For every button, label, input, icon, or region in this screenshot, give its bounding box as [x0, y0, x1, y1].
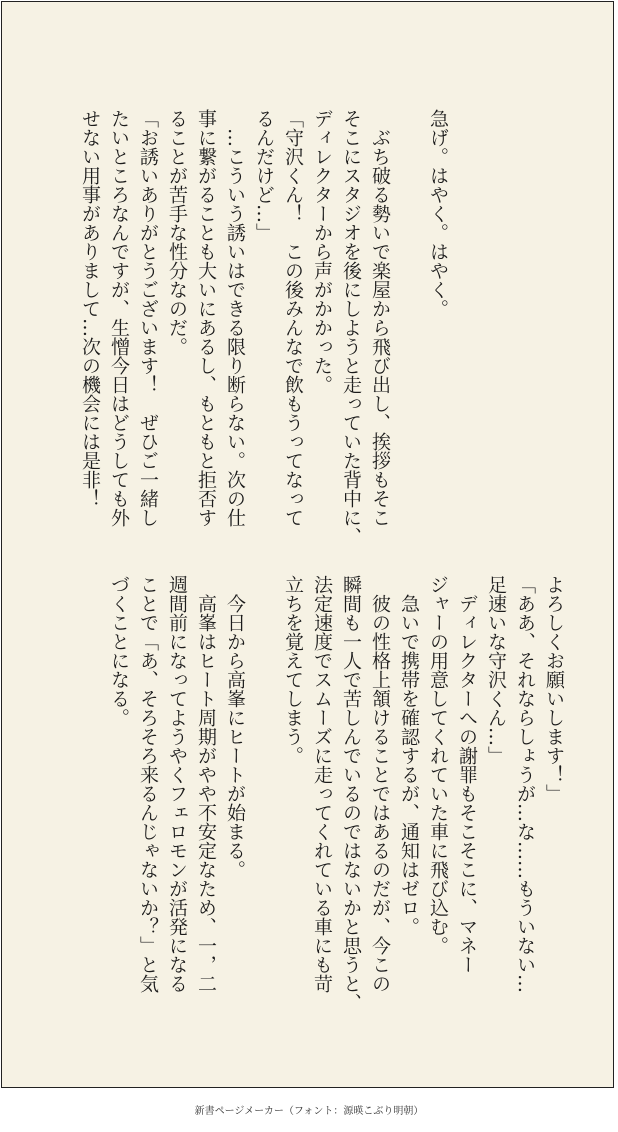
- text-line: ジャーの用意してくれていた車に飛び込む。: [427, 575, 449, 955]
- text-line: 「守沢くん！ この後みんなで飲もうってなって: [282, 109, 304, 527]
- text-line: 彼の性格上頷けることではあるのだが、今この: [369, 575, 391, 993]
- text-line: ぶち破る勢いで楽屋から飛び出し、挨拶もそこ: [369, 109, 391, 527]
- blank-line: [394, 109, 423, 529]
- footer-credit: 新書ページメーカー（フォント：源暎こぶり明朝）: [194, 1106, 424, 1117]
- text-line: たいところなんですが、生憎今日はどうしても外: [108, 109, 130, 527]
- bottom-text-block: [104, 575, 568, 1012]
- text-line: …こういう誘いはできる限り断らない。次の仕: [224, 109, 246, 527]
- text-line: 事に繋がることも大いにあるし、もともと拒否す: [195, 109, 217, 527]
- text-line: 急げ。はやく。はやく。: [427, 109, 449, 318]
- text-line: よろしくお願いします！」: [543, 575, 565, 803]
- text-line: そこにスタジオを後にしようと走っていた背中に、: [340, 109, 362, 546]
- top-text-block: [75, 109, 452, 546]
- text-line: 高峯はヒート周期がやや不安定なため、一，二: [195, 575, 217, 993]
- text-line: るんだけど…」: [253, 109, 275, 242]
- text-line: せない用事がありまして…次の機会には是非！: [79, 109, 101, 508]
- book-page: [1, 1, 614, 1088]
- text-line: ことで「あ、そろそろ来るんじゃないか？」と気: [137, 575, 159, 993]
- text-line: 瞬間も一人で苦しんでいるのではないかと思うと、: [340, 575, 362, 1012]
- text-line: 急いで携帯を確認するが、通知はゼロ。: [398, 575, 420, 936]
- text-line: 「ああ、それならしょうが…な……もういない…: [514, 575, 536, 993]
- text-line: 立ちを覚えてしまう。: [282, 575, 304, 765]
- text-line: ディレクターへの謝罪もそこそこに、マネー: [456, 575, 478, 974]
- text-line: ることが苦手な性分なのだ。: [166, 109, 188, 356]
- text-line: 今日から高峯にヒートが始まる。: [224, 575, 246, 879]
- text-line: 「お誘いありがとうございます！ ぜひご一緒し: [137, 109, 159, 527]
- text-line: 週間前になってようやくフェロモンが活発になる: [166, 575, 188, 993]
- text-line: ディレクターから声がかかった。: [311, 109, 333, 394]
- blank-line: [249, 575, 278, 995]
- text-line: 足速いな守沢くん…」: [485, 575, 507, 765]
- text-line: 法定速度でスムーズに走ってくれている車にも苛: [311, 575, 333, 993]
- text-line: づくことになる。: [108, 575, 130, 727]
